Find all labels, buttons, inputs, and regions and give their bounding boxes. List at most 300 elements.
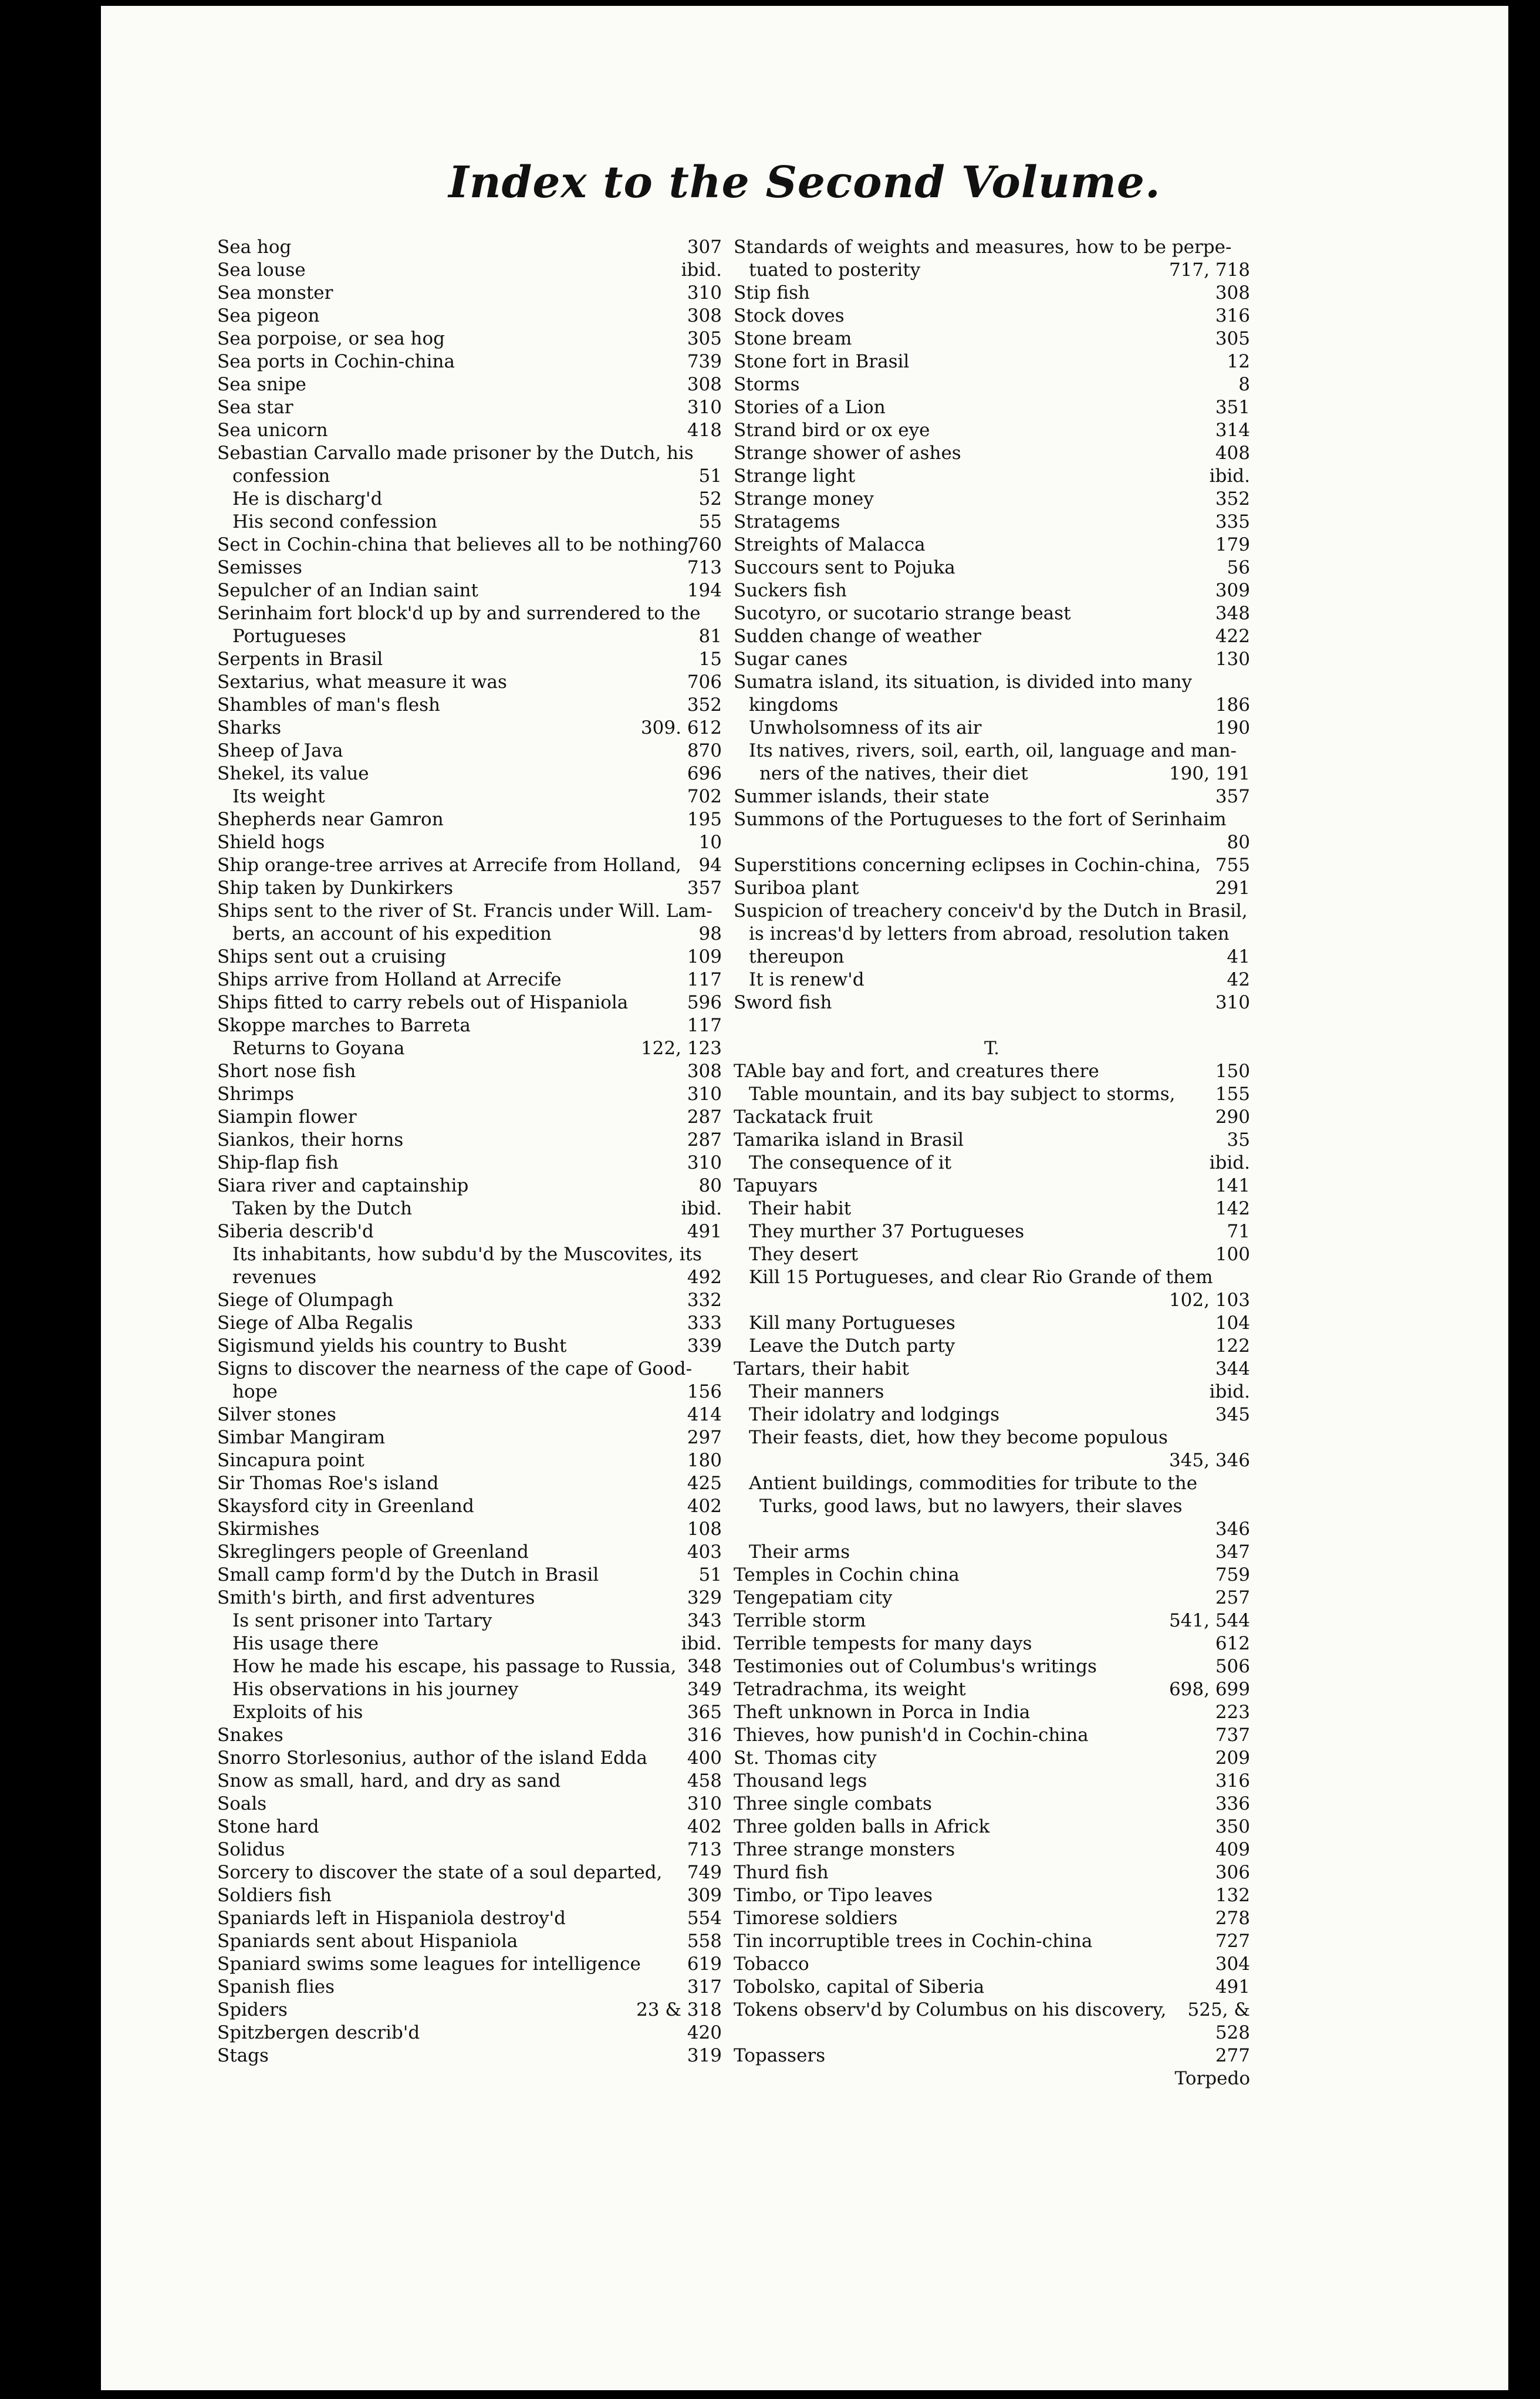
entry-page: 316	[687, 1725, 722, 1746]
entry-page: 310	[687, 282, 722, 303]
entry-text: Strange shower of ashes	[734, 443, 961, 464]
index-entry	[217, 579, 722, 602]
index-entry	[217, 991, 722, 1014]
entry-page: 141	[1215, 1175, 1250, 1196]
entry-text: His usage there	[232, 1633, 379, 1654]
index-entry	[734, 1152, 1250, 1175]
entry-text: Strand bird or ox eye	[734, 420, 930, 441]
entry-page: 308	[687, 305, 722, 326]
entry-text: Stone bream	[734, 328, 852, 349]
entry-text: Spanish flies	[217, 1976, 335, 1998]
entry-text: Tackatack fruit	[734, 1106, 873, 1128]
entry-text: Ships arrive from Holland at Arrecife	[217, 969, 562, 990]
entry-page: 339	[687, 1335, 722, 1357]
index-entry	[217, 1770, 722, 1793]
entry-page: 56	[1227, 557, 1250, 578]
entry-text: Temples in Cochin china	[734, 1564, 960, 1585]
entry-text: Tetradrachma, its weight	[734, 1679, 966, 1700]
entry-page: 420	[687, 2022, 722, 2043]
entry-text: Their arms	[749, 1541, 850, 1563]
index-entry	[217, 1930, 722, 1953]
entry-page: 98	[698, 923, 722, 944]
entry-page: 319	[687, 2045, 722, 2066]
entry-page: 42	[1227, 969, 1250, 990]
entry-page: 278	[1215, 1908, 1250, 1929]
index-entry	[217, 1724, 722, 1747]
entry-text: Sigismund yields his country to Busht	[217, 1335, 567, 1357]
entry-page: 304	[1215, 1953, 1250, 1975]
index-entry	[217, 1632, 722, 1655]
entry-page: 418	[687, 420, 722, 441]
entry-page: 619	[687, 1953, 722, 1975]
index-entry	[217, 1266, 722, 1289]
entry-text: Siampin flower	[217, 1106, 357, 1128]
index-entry	[217, 442, 722, 465]
entry-page: 306	[1215, 1862, 1250, 1883]
entry-text: They desert	[749, 1244, 859, 1265]
entry-page: 180	[687, 1450, 722, 1471]
index-entry	[217, 305, 722, 328]
entry-text: Sorcery to discover the state of a soul departed,	[217, 1862, 663, 1883]
entry-page: 329	[687, 1587, 722, 1608]
index-entry	[734, 602, 1250, 625]
index-entry	[734, 350, 1250, 373]
index-entry	[217, 2044, 722, 2067]
index-entry	[734, 1632, 1250, 1655]
entry-text: Sea star	[217, 397, 293, 418]
entry-page: 408	[1215, 443, 1250, 464]
entry-text: Sumatra island, its situation, is divided into many	[734, 672, 1192, 693]
entry-text: Snorro Storlesonius, author of the island Edda	[217, 1747, 647, 1769]
index-entry	[217, 717, 722, 740]
entry-page: 409	[1215, 1839, 1250, 1860]
index-entry	[734, 1655, 1250, 1678]
index-entry	[217, 1403, 722, 1426]
entry-page: 696	[687, 763, 722, 784]
entry-page: 310	[1215, 992, 1250, 1013]
entry-text: Skaysford city in Greenland	[217, 1496, 474, 1517]
index-entry	[217, 556, 722, 579]
entry-page: 425	[687, 1473, 722, 1494]
entry-text: Tin incorruptible trees in Cochin-china	[734, 1931, 1093, 1952]
entry-page: 132	[1215, 1885, 1250, 1906]
entry-page: ibid.	[681, 259, 722, 281]
index-entry	[217, 969, 722, 991]
index-entry	[217, 419, 722, 442]
index-entry	[217, 350, 722, 373]
index-entry	[217, 1541, 722, 1564]
index-entry	[217, 1152, 722, 1175]
index-entry	[217, 1999, 722, 2022]
entry-page: 348	[687, 1656, 722, 1677]
entry-text: Terrible tempests for many days	[734, 1633, 1032, 1654]
entry-text: Timbo, or Tipo leaves	[734, 1885, 933, 1906]
entry-page: 80	[698, 1175, 722, 1196]
index-entry	[217, 808, 722, 831]
index-entry	[734, 1381, 1250, 1403]
entry-text: Leave the Dutch party	[749, 1335, 955, 1357]
entry-text: tuated to posterity	[749, 259, 921, 281]
entry-text: Table mountain, and its bay subject to storms,	[749, 1084, 1176, 1105]
entry-page: 717, 718	[1168, 259, 1250, 281]
entry-page: 94	[698, 855, 722, 876]
index-entry	[734, 305, 1250, 328]
entry-page: 108	[687, 1519, 722, 1540]
index-entry	[217, 762, 722, 785]
entry-text: His second confession	[232, 511, 437, 532]
index-entry	[217, 1106, 722, 1129]
entry-page: 291	[1215, 878, 1250, 899]
entry-text: They murther 37 Portugueses	[749, 1221, 1025, 1242]
index-entry	[734, 1403, 1250, 1426]
entry-text: Shield hogs	[217, 832, 325, 853]
index-entry	[734, 328, 1250, 350]
index-entry	[734, 785, 1250, 808]
entry-page: 257	[1215, 1587, 1250, 1608]
entry-page: 333	[687, 1312, 722, 1334]
entry-page: 308	[1215, 282, 1250, 303]
index-entry	[217, 1358, 722, 1381]
entry-page: 190	[1215, 717, 1250, 738]
index-entry	[734, 1816, 1250, 1838]
index-entry	[734, 373, 1250, 396]
entry-page: ibid.	[1209, 1381, 1250, 1402]
entry-text: Their manners	[749, 1381, 884, 1402]
index-entry	[217, 694, 722, 717]
index-entry	[734, 1289, 1250, 1312]
entry-page: 365	[687, 1702, 722, 1723]
entry-text: Sea ports in Cochin-china	[217, 351, 455, 372]
entry-text: Sebastian Carvallo made prisoner by the Dutch, his	[217, 443, 694, 464]
entry-page: 186	[1215, 694, 1250, 716]
entry-text: The consequence of it	[749, 1152, 952, 1173]
entry-page: 109	[687, 946, 722, 967]
index-entry	[734, 419, 1250, 442]
entry-page: 122, 123	[640, 1038, 722, 1059]
index-entry	[217, 1312, 722, 1335]
entry-page: 308	[687, 374, 722, 395]
entry-text: ners of the natives, their diet	[759, 763, 1028, 784]
index-entry	[734, 534, 1250, 556]
entry-text: Turks, good laws, but no lawyers, their slaves	[759, 1496, 1183, 1517]
index-entry	[217, 1587, 722, 1610]
index-entry	[217, 1816, 722, 1838]
entry-text: revenues	[232, 1267, 317, 1288]
entry-text: Suckers fish	[734, 580, 847, 601]
entry-text: Ships fitted to carry rebels out of Hispaniola	[217, 992, 629, 1013]
entry-text: Tamarika island in Brasil	[734, 1129, 964, 1150]
entry-text: Spiders	[217, 1999, 288, 2020]
entry-text: Its natives, rivers, soil, earth, oil, language and man-	[749, 740, 1237, 761]
entry-text: Short nose fish	[217, 1061, 356, 1082]
index-entry	[734, 717, 1250, 740]
entry-text: Serinhaim fort block'd up by and surrendered to the	[217, 603, 701, 624]
index-entry	[217, 854, 722, 877]
index-entry	[734, 1129, 1250, 1152]
entry-page: 345	[1215, 1404, 1250, 1425]
entry-text: Signs to discover the nearness of the cape of Good-	[217, 1358, 693, 1379]
index-entry	[734, 511, 1250, 534]
index-entry	[734, 625, 1250, 648]
entry-page: ibid.	[1209, 465, 1250, 487]
entry-text: TAble bay and fort, and creatures there	[734, 1061, 1099, 1082]
index-entry	[734, 671, 1250, 694]
entry-text: Snow as small, hard, and dry as sand	[217, 1770, 561, 1791]
entry-text: Sword fish	[734, 992, 832, 1013]
index-entry	[217, 488, 722, 511]
index-entry	[734, 1610, 1250, 1632]
entry-page: 749	[687, 1862, 722, 1883]
entry-text: Ship taken by Dunkirkers	[217, 878, 454, 899]
entry-page: 755	[1215, 855, 1250, 876]
entry-page: 348	[1215, 603, 1250, 624]
entry-text: Snakes	[217, 1725, 283, 1746]
entry-text: Semisses	[217, 557, 302, 578]
index-entry	[734, 396, 1250, 419]
entry-page: 307	[687, 237, 722, 258]
entry-page: 352	[687, 694, 722, 716]
entry-page: 12	[1227, 351, 1250, 372]
entry-text: Terrible storm	[734, 1610, 866, 1631]
entry-text: Tapuyars	[734, 1175, 818, 1196]
index-entry	[734, 1243, 1250, 1266]
entry-text: Unwholsomness of its air	[749, 717, 982, 738]
entry-text: Skreglingers people of Greenland	[217, 1541, 529, 1563]
entry-page: 357	[687, 878, 722, 899]
index-entry	[217, 740, 722, 762]
entry-page: 698, 699	[1168, 1679, 1250, 1700]
entry-page: 35	[1227, 1129, 1250, 1150]
index-entry	[217, 2022, 722, 2044]
index-entry	[217, 900, 722, 923]
entry-page: 760	[687, 534, 722, 555]
index-entry	[217, 1037, 722, 1060]
entry-page: 310	[687, 1084, 722, 1105]
index-entry	[734, 1060, 1250, 1083]
entry-page: 309	[687, 1885, 722, 1906]
entry-text: His observations in his journey	[232, 1679, 519, 1700]
entry-text: Spaniards left in Hispaniola destroy'd	[217, 1908, 566, 1929]
entry-page: 506	[1215, 1656, 1250, 1677]
entry-text: It is renew'd	[749, 969, 864, 990]
index-entry	[734, 1564, 1250, 1587]
entry-page: 104	[1215, 1312, 1250, 1334]
index-entry	[734, 1426, 1250, 1449]
entry-page: 612	[1215, 1633, 1250, 1654]
index-entry	[734, 465, 1250, 488]
entry-text: Suriboa plant	[734, 878, 859, 899]
index-entry	[217, 1220, 722, 1243]
entry-text: Siberia describ'd	[217, 1221, 374, 1242]
entry-page: 51	[698, 465, 722, 487]
index-entry	[217, 396, 722, 419]
entry-text: Tobolsko, capital of Siberia	[734, 1976, 985, 1998]
entry-page: 349	[687, 1679, 722, 1700]
entry-text: Stories of a Lion	[734, 397, 886, 418]
entry-text: kingdoms	[749, 694, 839, 716]
entry-text: Succours sent to Pojuka	[734, 557, 955, 578]
entry-text: Is sent prisoner into Tartary	[232, 1610, 492, 1631]
entry-page: 492	[687, 1267, 722, 1288]
index-entry	[217, 1793, 722, 1816]
index-entry	[734, 1587, 1250, 1610]
entry-page: 400	[687, 1747, 722, 1769]
entry-page: 297	[687, 1427, 722, 1448]
entry-page: 357	[1215, 786, 1250, 807]
entry-page: 130	[1215, 649, 1250, 670]
entry-text: Summer islands, their state	[734, 786, 989, 807]
index-entry	[217, 1838, 722, 1861]
entry-page: 23 & 318	[636, 1999, 722, 2020]
entry-page: 316	[1215, 1770, 1250, 1791]
document-page	[101, 6, 1508, 2390]
entry-page: 351	[1215, 397, 1250, 418]
index-entry	[734, 740, 1250, 762]
entry-text: Stock doves	[734, 305, 845, 326]
entry-page: 80	[1227, 832, 1250, 853]
entry-page: 310	[687, 1152, 722, 1173]
entry-text: Sea porpoise, or sea hog	[217, 328, 445, 349]
entry-page: 310	[687, 1793, 722, 1814]
entry-text: Returns to Goyana	[232, 1038, 405, 1059]
index-entry	[734, 488, 1250, 511]
index-entry	[217, 1243, 722, 1266]
index-entry	[734, 1175, 1250, 1197]
entry-page: 491	[1215, 1976, 1250, 1998]
entry-page: 525, &	[1187, 1999, 1250, 2020]
entry-text: Stip fish	[734, 282, 810, 303]
entry-page: 51	[698, 1564, 722, 1585]
index-entry	[217, 877, 722, 900]
entry-text: Its inhabitants, how subdu'd by the Muscovites, its	[232, 1244, 702, 1265]
index-entry	[734, 1266, 1250, 1289]
index-entry	[734, 1701, 1250, 1724]
entry-page: 15	[698, 649, 722, 670]
index-entry	[217, 1610, 722, 1632]
entry-text: Its weight	[232, 786, 325, 807]
index-entry	[217, 671, 722, 694]
entry-text: Theft unknown in Porca in India	[734, 1702, 1031, 1723]
entry-page: 223	[1215, 1702, 1250, 1723]
index-entry	[734, 1999, 1250, 2022]
index-entry	[217, 1861, 722, 1884]
entry-text: Sucotyro, or sucotario strange beast	[734, 603, 1071, 624]
entry-text: Soals	[217, 1793, 267, 1814]
entry-text: Small camp form'd by the Dutch in Brasil	[217, 1564, 599, 1585]
entry-page: 8	[1238, 374, 1250, 395]
entry-page: 122	[1215, 1335, 1250, 1357]
entry-text: thereupon	[749, 946, 845, 967]
index-entry	[734, 1518, 1250, 1541]
entry-page: 314	[1215, 420, 1250, 441]
index-entry	[217, 625, 722, 648]
entry-text: Sepulcher of an Indian saint	[217, 580, 478, 601]
entry-text: Shambles of man's flesh	[217, 694, 440, 716]
entry-page: 195	[687, 809, 722, 830]
index-entry	[217, 1129, 722, 1152]
entry-page: 277	[1215, 2045, 1250, 2066]
index-entry	[734, 946, 1250, 969]
index-entry	[217, 1953, 722, 1976]
entry-text: Thurd fish	[734, 1862, 829, 1883]
entry-page: 316	[1215, 305, 1250, 326]
index-entry	[217, 465, 722, 488]
index-entry	[734, 854, 1250, 877]
entry-page: 81	[698, 626, 722, 647]
index-entry	[734, 1793, 1250, 1816]
index-entry	[217, 1060, 722, 1083]
index-entry	[734, 259, 1250, 282]
entry-page: 347	[1215, 1541, 1250, 1563]
entry-text: Shepherds near Gamron	[217, 809, 444, 830]
entry-text: Solidus	[217, 1839, 285, 1860]
index-entry	[217, 1701, 722, 1724]
entry-page: 305	[687, 328, 722, 349]
index-entry	[217, 259, 722, 282]
entry-text: Antient buildings, commodities for tribute to the	[749, 1473, 1198, 1494]
entry-text: He is discharg'd	[232, 488, 383, 510]
index-entry	[217, 1449, 722, 1472]
index-entry	[734, 1976, 1250, 1999]
index-entry	[734, 991, 1250, 1014]
entry-text: Standards of weights and measures, how to be perpe-	[734, 237, 1232, 258]
index-entry	[734, 1472, 1250, 1495]
index-entry	[217, 1472, 722, 1495]
index-entry	[217, 946, 722, 969]
entry-page: 344	[1215, 1358, 1250, 1379]
entry-text: Strange money	[734, 488, 874, 510]
page-title: Index to the Second Volume.	[448, 157, 1161, 208]
entry-page: 759	[1215, 1564, 1250, 1585]
entry-text: Tokens observ'd by Columbus on his discovery,	[734, 1999, 1167, 2020]
entry-text: Ships sent to the river of St. Francis under Will. Lam-	[217, 900, 712, 922]
entry-page: 209	[1215, 1747, 1250, 1769]
index-entry	[217, 831, 722, 854]
index-entry	[734, 694, 1250, 717]
index-entry	[734, 2044, 1250, 2067]
entry-page: 117	[687, 969, 722, 990]
index-entry	[734, 1907, 1250, 1930]
entry-page: 528	[1215, 2022, 1250, 2043]
index-entry	[734, 1312, 1250, 1335]
entry-text: Their idolatry and lodgings	[749, 1404, 1000, 1425]
entry-page: 706	[687, 672, 722, 693]
index-entry	[217, 1495, 722, 1518]
entry-text: Kill many Portugueses	[749, 1312, 955, 1334]
entry-text: Soldiers fish	[217, 1885, 332, 1906]
entry-text: Sheep of Java	[217, 740, 343, 761]
index-entry	[217, 534, 722, 556]
entry-text: Sea louse	[217, 259, 306, 281]
index-entry	[734, 1747, 1250, 1770]
entry-text: Sea unicorn	[217, 420, 328, 441]
index-entry	[734, 1930, 1250, 1953]
entry-text: Their feasts, diet, how they become populous	[749, 1427, 1168, 1448]
entry-page: 100	[1215, 1244, 1250, 1265]
entry-page: 702	[687, 786, 722, 807]
entry-text: Shrimps	[217, 1084, 295, 1105]
entry-text: Summons of the Portugueses to the fort of Serinhaim	[734, 809, 1227, 830]
index-entry	[734, 1358, 1250, 1381]
entry-text: Timorese soldiers	[734, 1908, 898, 1929]
entry-text: Sea hog	[217, 237, 292, 258]
entry-text: Tengepatiam city	[734, 1587, 893, 1608]
index-entry	[217, 1426, 722, 1449]
entry-page: 737	[1215, 1725, 1250, 1746]
entry-text: Stratagems	[734, 511, 840, 532]
entry-page: 309	[1215, 580, 1250, 601]
entry-text: Sudden change of weather	[734, 626, 981, 647]
